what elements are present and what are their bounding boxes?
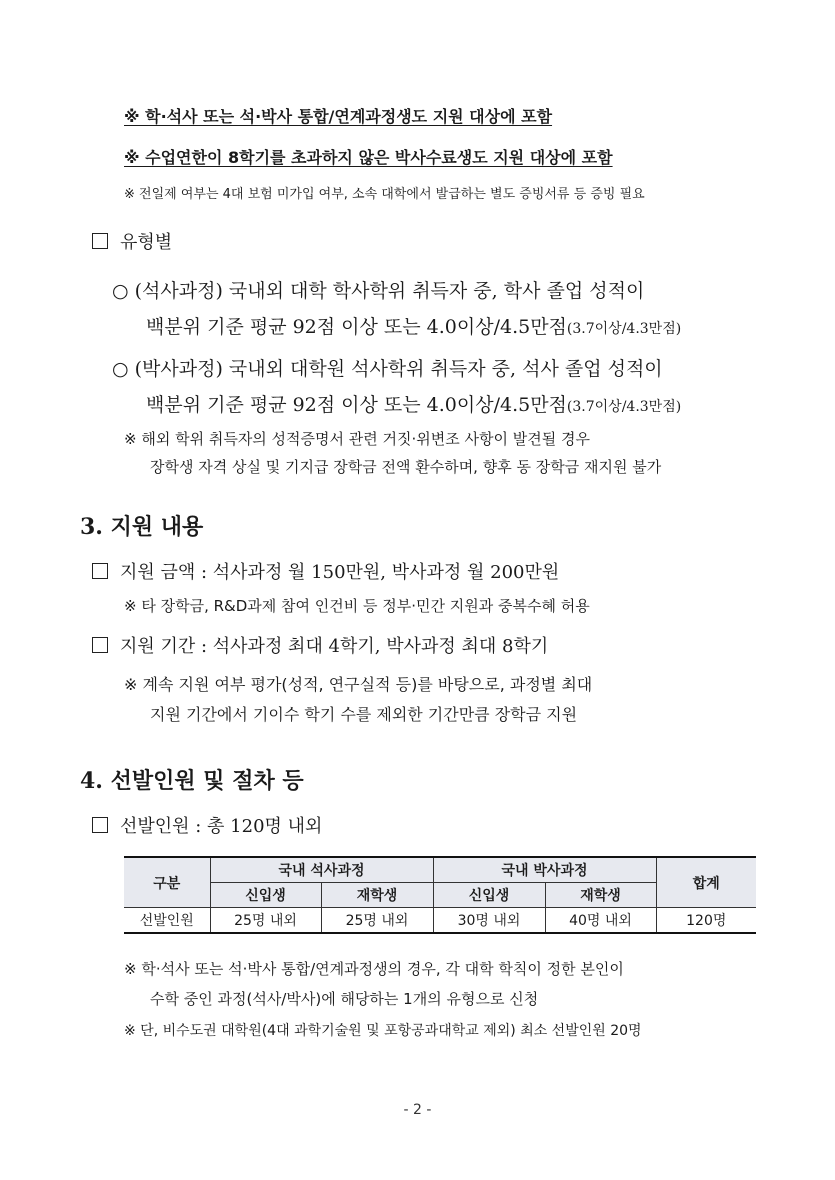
header-doctor-current: 재학생 — [545, 883, 656, 908]
table-header-row — [124, 857, 756, 883]
doctor-criteria-line1: ○ (박사과정) 국내외 대학원 석사학위 취득자 중, 석사 졸업 성적이 — [112, 358, 663, 380]
overseas-degree-note-line1: ※ 해외 학위 취득자의 성적증명서 관련 거짓·위변조 사항이 발견될 경우 — [124, 430, 590, 448]
page-number: - 2 - — [403, 1102, 432, 1118]
header-total: 합계 — [656, 857, 756, 908]
support-amount: 지원 금액 : 석사과정 월 150만원, 박사과정 월 200만원 — [92, 558, 559, 584]
non-capital-minimum-note: ※ 단, 비수도권 대학원(4대 과학기술원 및 포항공과대학교 제외) 최소 선발인원 20명 — [124, 1023, 642, 1039]
note-doctoral-completion: ※ 수업연한이 8학기를 초과하지 않은 박사수료생도 지원 대상에 포함 — [124, 148, 613, 167]
header-master-new: 신입생 — [210, 883, 321, 908]
checkbox-square-icon — [92, 637, 108, 653]
table-row — [124, 908, 756, 934]
checkbox-square-icon — [92, 817, 108, 833]
support-period-note-line1: ※ 계속 지원 여부 평가(성적, 연구실적 등)를 바탕으로, 과정별 최대 — [124, 675, 593, 694]
support-period: 지원 기간 : 석사과정 최대 4학기, 박사과정 최대 8학기 — [92, 632, 548, 658]
integrated-program-note-line2: 수학 중인 과정(석사/박사)에 해당하는 1개의 유형으로 신청 — [150, 990, 539, 1008]
row-label: 선발인원 — [124, 908, 210, 934]
section-4-title: 4. 선발인원 및 절차 등 — [80, 768, 304, 794]
note-fulltime-proof: ※ 전일제 여부는 4대 보험 미가입 여부, 소속 대학에서 발급하는 별도 증빙서류 등 증빙 필요 — [124, 187, 645, 202]
support-period-note-line2: 지원 기간에서 기이수 학기 수를 제외한 기간만큼 장학금 지원 — [150, 705, 578, 724]
checkbox-square-icon — [92, 563, 108, 579]
cell-master-current: 25명 내외 — [321, 908, 433, 934]
type-section-heading: 유형별 — [92, 228, 172, 254]
master-criteria-line1: ○ (석사과정) 국내외 대학 학사학위 취득자 중, 학사 졸업 성적이 — [112, 280, 645, 302]
header-gubun: 구분 — [124, 857, 210, 908]
overseas-degree-note-line2: 장학생 자격 상실 및 기지급 장학금 전액 환수하며, 향후 동 장학금 재지원 불가 — [150, 458, 662, 476]
cell-master-new: 25명 내외 — [210, 908, 321, 934]
selection-table — [124, 856, 756, 934]
header-master-current: 재학생 — [321, 883, 433, 908]
selection-count: 선발인원 : 총 120명 내외 — [92, 812, 322, 838]
header-doctor-new: 신입생 — [433, 883, 545, 908]
cell-doctor-current: 40명 내외 — [545, 908, 656, 934]
support-amount-note: ※ 타 장학금, R&D과제 참여 인건비 등 정부·민간 지원과 중복수혜 허용 — [124, 597, 590, 615]
cell-doctor-new: 30명 내외 — [433, 908, 545, 934]
header-domestic-doctor: 국내 박사과정 — [433, 857, 656, 883]
master-criteria-line2: 백분위 기준 평균 92점 이상 또는 4.0이상/4.5만점(3.7이상/4.3만점) — [146, 316, 682, 338]
doctor-criteria-line2: 백분위 기준 평균 92점 이상 또는 4.0이상/4.5만점(3.7이상/4.3만점) — [146, 394, 682, 416]
cell-total: 120명 — [656, 908, 756, 934]
checkbox-square-icon — [92, 233, 108, 249]
header-domestic-master: 국내 석사과정 — [210, 857, 433, 883]
integrated-program-note-line1: ※ 학·석사 또는 석·박사 통합/연계과정생의 경우, 각 대학 학칙이 정한 본인이 — [124, 960, 624, 978]
note-integrated-program: ※ 학·석사 또는 석·박사 통합/연계과정생도 지원 대상에 포함 — [124, 107, 553, 126]
section-3-title: 3. 지원 내용 — [80, 514, 204, 540]
